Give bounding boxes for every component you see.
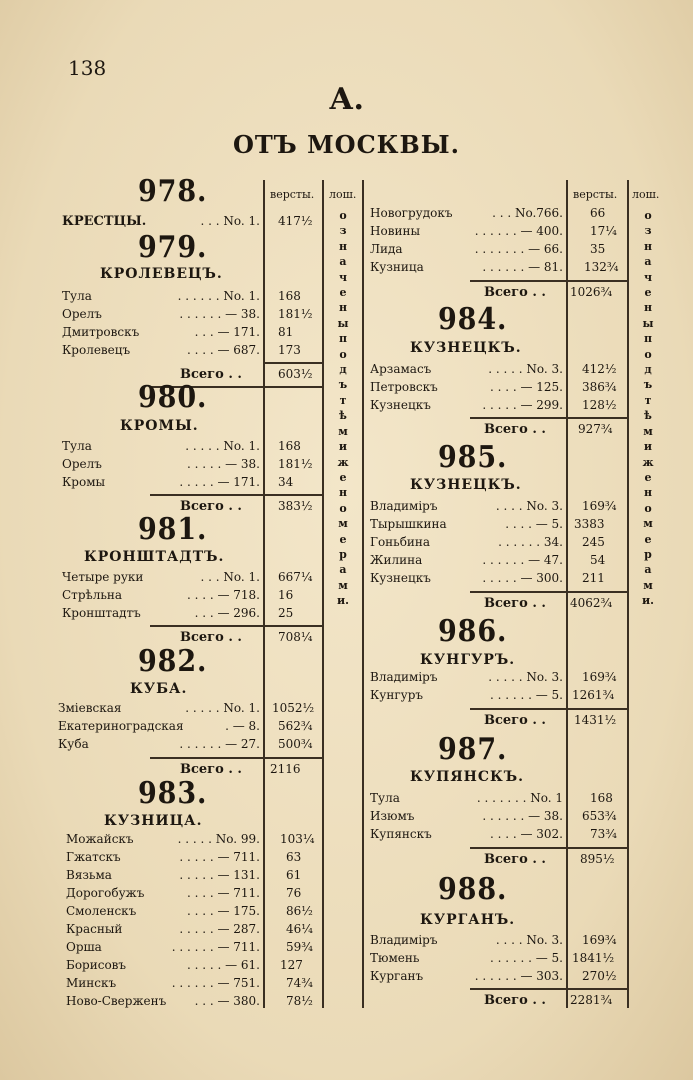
distance-value: 667¼	[278, 570, 313, 584]
route-total-value: 603½	[278, 367, 313, 381]
distance-value: 59¾	[286, 940, 313, 954]
route-row: Новины . . . . . . — 400.	[370, 224, 563, 238]
route-row: Изюмъ . . . . . . — 38.	[370, 809, 563, 823]
route-row: Четыре руки . . . No. 1.	[62, 570, 260, 584]
route-destination: КУБА.	[130, 681, 188, 697]
route-row: Кунгуръ . . . . . . — 5.	[370, 688, 563, 702]
route-row: Купянскъ . . . . — 302.	[370, 827, 563, 841]
distance-value: 173	[278, 343, 301, 357]
center-rule	[362, 180, 364, 1008]
route-total-value: 708¼	[278, 630, 313, 644]
route-row: Петровскъ . . . . — 125.	[370, 380, 563, 394]
route-row: Владиміръ . . . . No. 3.	[370, 499, 563, 513]
distance-value: 66	[590, 206, 606, 220]
distance-value: 54	[590, 553, 606, 567]
route-row: Стрѣльна . . . . — 718.	[62, 588, 260, 602]
route-row: Тула . . . . . No. 1.	[62, 439, 260, 453]
route-destination: КУЗНЕЦКЪ.	[410, 477, 522, 493]
route-row: Дорогобужъ . . . . — 711.	[66, 886, 260, 900]
route-destination: КРОМЫ.	[120, 418, 199, 434]
route-total-value: 2116	[270, 762, 301, 776]
distance-value: 78½	[286, 994, 313, 1008]
route-number: 984.	[438, 302, 508, 337]
distance-value: 61	[286, 868, 302, 882]
distance-value: 35	[590, 242, 606, 256]
route-total-label: Всего . .	[484, 993, 546, 1008]
route-destination: КУРГАНЪ.	[420, 912, 516, 928]
route-row: Зміевская . . . . . No. 1.	[58, 701, 260, 715]
route-row: Кронштадтъ . . . — 296.	[62, 606, 260, 620]
distance-value: 76	[286, 886, 302, 900]
route-row: Смоленскъ . . . . — 175.	[66, 904, 260, 918]
route-number: 987.	[438, 732, 508, 767]
route-destination: КРОНШТАДТЪ.	[84, 549, 225, 565]
sum-rule	[150, 757, 322, 759]
page-title: ОТЪ МОСКВЫ.	[233, 130, 460, 159]
route-number: 981.	[138, 512, 208, 547]
distance-value: 81	[278, 325, 294, 339]
sum-rule	[150, 494, 322, 496]
route-row: Курганъ . . . . . . — 303.	[370, 969, 563, 983]
distance-value: 386¾	[582, 380, 617, 394]
right-distance-rule	[566, 180, 568, 1008]
distance-value: 168	[278, 439, 301, 453]
route-number: 979.	[138, 230, 208, 265]
distance-value: 34	[278, 475, 294, 489]
route-destination: КУПЯНСКЪ.	[410, 769, 525, 785]
route-row: Орелъ . . . . . . — 38.	[62, 307, 260, 321]
distance-value: 16	[278, 588, 294, 602]
sum-rule	[470, 847, 627, 849]
route-row: Тула . . . . . . No. 1.	[62, 289, 260, 303]
section-letter: А.	[329, 82, 364, 117]
route-total-label: Всего . .	[180, 762, 242, 777]
route-total-value: 1026¾	[570, 285, 613, 299]
route-row: Вязьма . . . . . — 131.	[66, 868, 260, 882]
route-row: Жилина . . . . . . — 47.	[370, 553, 563, 567]
page-number: 138	[68, 56, 107, 80]
distance-value: 103¼	[280, 832, 315, 846]
left-horses-header: лош.	[329, 188, 357, 201]
distance-value: 63	[286, 850, 302, 864]
route-destination: КРОЛЕВЕЦЪ.	[100, 266, 223, 282]
route-row: Новогрудокъ . . . No.766.	[370, 206, 563, 220]
route-total-label: Всего . .	[180, 367, 242, 382]
route-destination: КУЗНИЦА.	[104, 813, 203, 829]
sum-rule	[470, 591, 627, 593]
route-number: 983.	[138, 776, 208, 811]
sum-rule	[150, 625, 322, 627]
route-total-value: 383½	[278, 499, 313, 513]
route-row: Тюмень . . . . . . — 5.	[370, 951, 563, 965]
route-row: Кромы . . . . . — 171.	[62, 475, 260, 489]
route-row: Ново-Сверженъ . . . — 380.	[66, 994, 260, 1008]
route-number: 986.	[438, 614, 508, 649]
distance-value: 74¾	[286, 976, 313, 990]
route-number: 978.	[138, 174, 208, 209]
route-row: Гжатскъ . . . . . — 711.	[66, 850, 260, 864]
route-row: Тырышкина . . . . — 5.	[370, 517, 563, 531]
route-total-label: Всего . .	[180, 630, 242, 645]
distance-value: 653¾	[582, 809, 617, 823]
left-side-note: означены подъ тѣми же номерами.	[337, 209, 349, 608]
route-total-label: Всего . .	[484, 596, 546, 611]
distance-value: 211	[582, 571, 605, 585]
route-row: Владиміръ . . . . No. 3.	[370, 933, 563, 947]
route-row: КРЕСТЦЫ. . . . No. 1.	[62, 214, 260, 229]
route-row: Кузнецкъ . . . . . — 300.	[370, 571, 563, 585]
distance-value: 1261¾	[572, 688, 615, 702]
distance-value: 500¾	[278, 737, 313, 751]
right-horses-rule	[627, 180, 629, 1008]
distance-value: 46¼	[286, 922, 313, 936]
distance-value: 169¾	[582, 499, 617, 513]
distance-value: 412½	[582, 362, 617, 376]
distance-value: 168	[278, 289, 301, 303]
route-total-value: 895½	[580, 852, 615, 866]
route-row: Кузница . . . . . . — 81.	[370, 260, 563, 274]
distance-value: 86½	[286, 904, 313, 918]
left-distance-rule	[263, 180, 265, 1008]
distance-value: 181½	[278, 457, 313, 471]
route-number: 988.	[438, 872, 508, 907]
distance-value: 245	[582, 535, 605, 549]
distance-value: 417½	[278, 214, 313, 228]
left-versts-header: версты.	[270, 188, 315, 201]
route-row: Гоньбина . . . . . . 34.	[370, 535, 563, 549]
route-row: Красный . . . . . — 287.	[66, 922, 260, 936]
route-total-label: Всего . .	[180, 499, 242, 514]
route-total-value: 927¾	[578, 422, 613, 436]
route-row: Владиміръ . . . . . No. 3.	[370, 670, 563, 684]
route-row: Арзамасъ . . . . . No. 3.	[370, 362, 563, 376]
route-row: Кузнецкъ . . . . . — 299.	[370, 398, 563, 412]
route-total-value: 4062¾	[570, 596, 613, 610]
distance-value: 25	[278, 606, 294, 620]
route-row: Екатериноградская . — 8.	[58, 719, 260, 733]
route-row: Куба . . . . . . — 27.	[58, 737, 260, 751]
route-total-label: Всего . .	[484, 713, 546, 728]
distance-value: 127	[280, 958, 303, 972]
route-number: 980.	[138, 380, 208, 415]
distance-value: 1052½	[272, 701, 315, 715]
distance-value: 73¾	[590, 827, 617, 841]
route-row: Можайскъ . . . . . No. 99.	[66, 832, 260, 846]
distance-value: 270½	[582, 969, 617, 983]
sum-rule	[470, 988, 627, 990]
right-side-note: означены подъ тѣми же номерами.	[642, 209, 654, 608]
distance-value: 181½	[278, 307, 313, 321]
route-row: Борисовъ . . . . . — 61.	[66, 958, 260, 972]
route-number: 982.	[138, 644, 208, 679]
route-row: Кролевецъ . . . . — 687.	[62, 343, 260, 357]
route-row: Минскъ . . . . . . — 751.	[66, 976, 260, 990]
route-total-label: Всего . .	[484, 422, 546, 437]
route-row: Орелъ . . . . . — 38.	[62, 457, 260, 471]
route-row: Лида . . . . . . . — 66.	[370, 242, 563, 256]
right-horses-header: лош.	[632, 188, 660, 201]
sum-rule	[470, 417, 627, 419]
left-horses-rule	[322, 180, 324, 1008]
route-row: Дмитровскъ . . . — 171.	[62, 325, 260, 339]
route-total-label: Всего . .	[484, 852, 546, 867]
distance-value: 169¾	[582, 933, 617, 947]
distance-value: 562¾	[278, 719, 313, 733]
route-total-label: Всего . .	[484, 285, 546, 300]
sum-rule	[470, 708, 627, 710]
distance-value: 169¾	[582, 670, 617, 684]
distance-value: 3383	[574, 517, 605, 531]
route-destination: КУНГУРЪ.	[420, 652, 516, 668]
sum-rule	[470, 280, 627, 282]
distance-value: 132¾	[584, 260, 619, 274]
distance-value: 128½	[582, 398, 617, 412]
sum-rule	[264, 362, 322, 364]
distance-value: 168	[590, 791, 613, 805]
route-number: 985.	[438, 440, 508, 475]
route-total-value: 1431½	[574, 713, 617, 727]
route-destination: КУЗНЕЦКЪ.	[410, 340, 522, 356]
right-versts-header: версты.	[573, 188, 618, 201]
route-total-value: 2281¾	[570, 993, 613, 1007]
distance-value: 1841½	[572, 951, 615, 965]
route-row: Орша . . . . . . — 711.	[66, 940, 260, 954]
distance-value: 17¼	[590, 224, 617, 238]
route-row: Тула . . . . . . . No. 1	[370, 791, 563, 805]
